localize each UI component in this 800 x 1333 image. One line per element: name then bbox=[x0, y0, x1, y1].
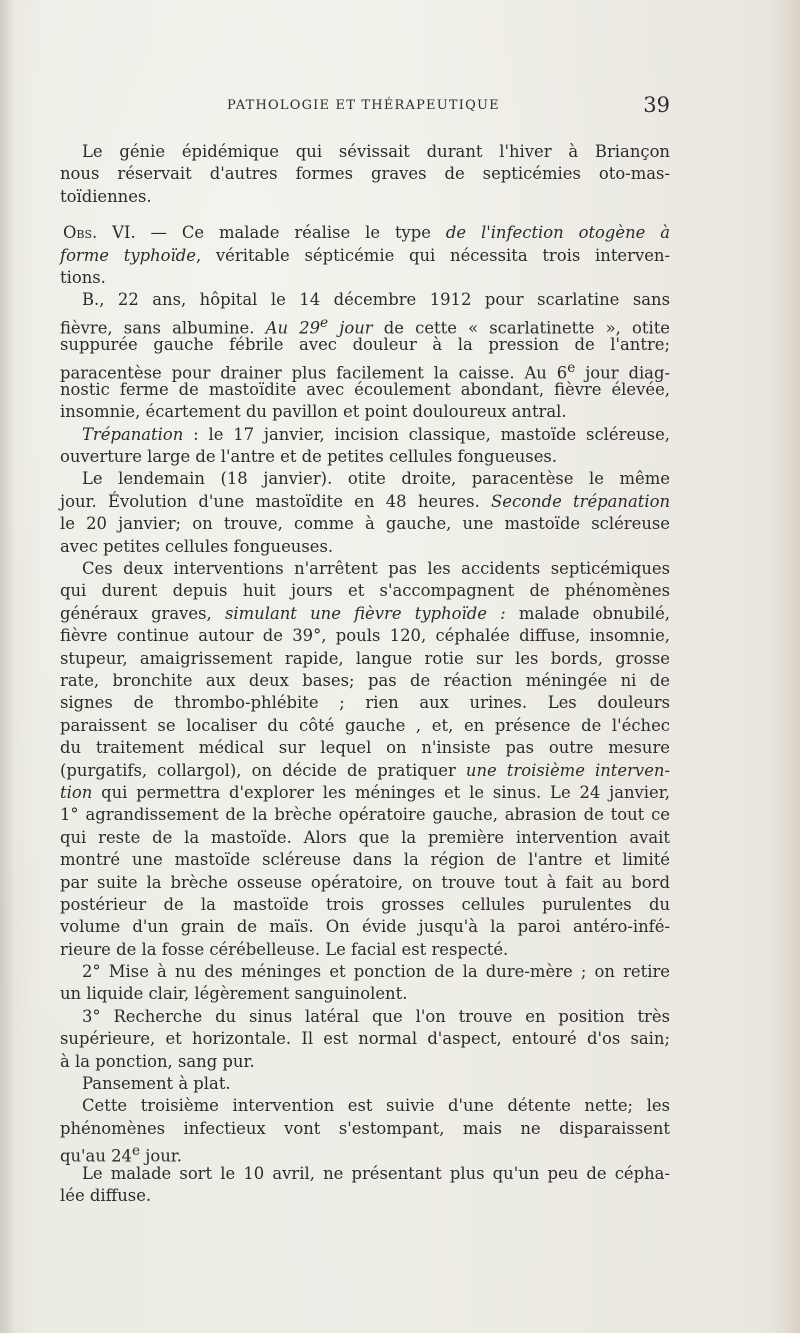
text-line: supérieure, et horizontale. Il est normal d'aspect, entouré d'os sain; bbox=[60, 1029, 670, 1049]
text-line: insomnie, écartement du pavillon et point douloureux antral. bbox=[60, 402, 567, 422]
text-line: nostic ferme de mastoïdite avec écoulement abondant, fièvre élevée, bbox=[60, 379, 670, 399]
text-line: nous réservait d'autres formes graves de septicémies oto-mas- bbox=[60, 164, 670, 184]
text-line: Obs. VI. — Ce malade réalise le type de l'infection otogène à bbox=[63, 223, 670, 243]
text-line: Le malade sort le 10 avril, ne présentant plus qu'un peu de cépha- bbox=[82, 1163, 670, 1183]
text-line: le 20 janvier; on trouve, comme à gauche, une mastoïde scléreuse bbox=[60, 514, 670, 534]
text-line: avec petites cellules fongueuses. bbox=[60, 536, 334, 556]
text-line: qu'au 24e jour. bbox=[60, 1143, 183, 1166]
text-line: qui durent depuis huit jours et s'accompagnent de phénomènes bbox=[60, 581, 670, 601]
page-edge-left-shadow bbox=[0, 0, 14, 1333]
text-line: un liquide clair, légèrement sanguinolent. bbox=[60, 984, 408, 1004]
page-header bbox=[60, 94, 670, 122]
text-line: tions. bbox=[60, 267, 106, 287]
observation-label: Obs. VI. bbox=[63, 223, 136, 243]
running-title: PATHOLOGIE ET THÉRAPEUTIQUE bbox=[227, 98, 500, 113]
text-line: postérieur de la mastoïde trois grosses cellules purulentes du bbox=[60, 894, 670, 914]
text-line: (purgatifs, collargol), on décide de pratiquer une troisième interven- bbox=[60, 760, 670, 780]
text-line: paraissent se localiser du côté gauche , et, en présence de l'échec bbox=[60, 715, 670, 735]
text-line: à la ponction, sang pur. bbox=[60, 1051, 255, 1071]
text-line: du traitement médical sur lequel on n'insiste pas outre mesure bbox=[60, 738, 670, 758]
text-line: Le lendemain (18 janvier). otite droite, paracentèse le même bbox=[82, 469, 670, 489]
page-number: 39 bbox=[643, 93, 670, 117]
text-line: rate, bronchite aux deux bases; pas de réaction méningée ni de bbox=[60, 670, 670, 690]
text-line: phénomènes infectieux vont s'estompant, mais ne disparaissent bbox=[60, 1118, 670, 1138]
text-line: paracentèse pour drainer plus facilement la caisse. Au 6e jour diag- bbox=[60, 359, 670, 382]
text-line: par suite la brèche osseuse opératoire, on trouve tout à fait au bord bbox=[60, 872, 670, 892]
text-line: Trépanation : le 17 janvier, incision classique, mastoïde scléreuse, bbox=[82, 424, 670, 444]
text-line: forme typhoïde, véritable sépticémie qui nécessita trois interven- bbox=[60, 245, 670, 265]
text-line: jour. Évolution d'une mastoïdite en 48 heures. Seconde trépanation bbox=[60, 491, 670, 511]
text-line: Le génie épidémique qui sévissait durant l'hiver à Briançon bbox=[82, 142, 670, 161]
text-line: ouverture large de l'antre et de petites cellules fongueuses. bbox=[60, 447, 558, 467]
page-edge-right-shadow bbox=[782, 0, 800, 1333]
body-text bbox=[60, 141, 670, 1207]
text-line: généraux graves, simulant une fièvre typhoïde : malade obnubilé, bbox=[60, 603, 670, 623]
text-line: 1° agrandissement de la brèche opératoire gauche, abrasion de tout ce bbox=[60, 805, 670, 825]
text-line: fièvre continue autour de 39°, pouls 120, céphalée diffuse, insomnie, bbox=[60, 626, 670, 646]
text-line: 3° Recherche du sinus latéral que l'on trouve en position très bbox=[82, 1006, 670, 1026]
text-line: rieure de la fosse cérébelleuse. Le facial est respecté. bbox=[60, 939, 509, 959]
text-line: volume d'un grain de maïs. On évide jusqu'à la paroi antéro-infé- bbox=[60, 917, 670, 937]
text-line: montré une mastoïde scléreuse dans la région de l'antre et limité bbox=[60, 850, 670, 870]
text-line: Ces deux interventions n'arrêtent pas les accidents septicémiques bbox=[82, 559, 670, 579]
text-line: signes de thrombo-phlébite ; rien aux urines. Les douleurs bbox=[60, 693, 670, 713]
text-line: Cette troisième intervention est suivie d'une détente nette; les bbox=[82, 1096, 670, 1116]
text-line: suppurée gauche fébrile avec douleur à la pression de l'antre; bbox=[60, 335, 670, 355]
text-line: stupeur, amaigrissement rapide, langue rotie sur les bords, grosse bbox=[60, 648, 670, 668]
paragraph-gap bbox=[60, 208, 670, 222]
text-line: qui reste de la mastoïde. Alors que la première intervention avait bbox=[60, 827, 670, 847]
text-line: 2° Mise à nu des méninges et ponction de la dure-mère ; on retire bbox=[82, 962, 670, 982]
text-line: toïdiennes. bbox=[60, 186, 152, 206]
text-line: fièvre, sans albumine. Au 29e jour de cette « scarlatinette », otite bbox=[60, 314, 670, 338]
text-line: lée diffuse. bbox=[60, 1185, 152, 1205]
text-line: Pansement à plat. bbox=[82, 1074, 231, 1094]
text-line: tion qui permettra d'explorer les méninges et le sinus. Le 24 janvier, bbox=[60, 782, 670, 802]
text-line: B., 22 ans, hôpital le 14 décembre 1912 pour scarlatine sans bbox=[82, 290, 670, 310]
